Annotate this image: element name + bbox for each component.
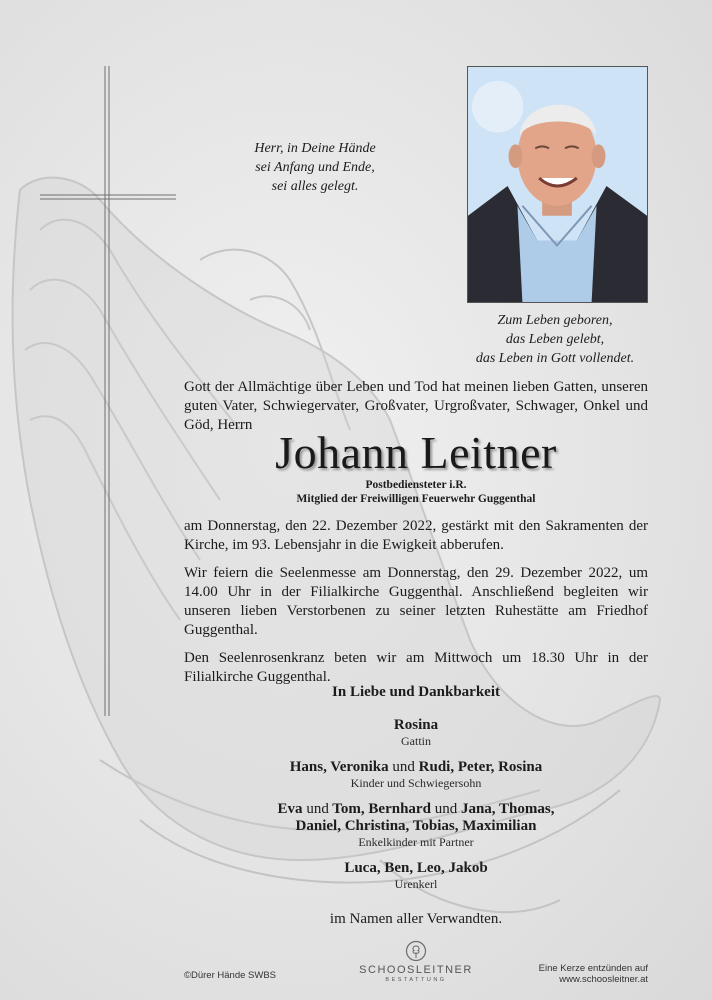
grandchildren-names: Eva und Tom, Bernhard und Jana, Thomas, xyxy=(277,801,555,817)
family-section xyxy=(184,683,648,929)
rose-emblem-icon xyxy=(405,940,427,962)
widow-name: Rosina xyxy=(393,717,439,733)
membership: Mitglied der Freiwilligen Feuerwehr Guggenthal xyxy=(296,493,536,505)
announcement-body xyxy=(184,517,648,696)
family-children xyxy=(184,759,648,791)
rosary-info: Den Seelenrosenkranz beten wir am Mittwoch um 18.30 Uhr in der Filialkirche Guggenthal. xyxy=(184,650,648,685)
image-credit: ©Dürer Hände SWBS xyxy=(184,970,277,981)
verse-line: das Leben in Gott vollendet. xyxy=(475,351,635,366)
verse-line: sei alles gelegt. xyxy=(271,179,359,194)
great-grandchildren-role: Urenkerl xyxy=(394,877,438,891)
photo-verse xyxy=(440,311,670,368)
candle-url[interactable]: www.schoosleitner.at xyxy=(559,974,648,985)
intro-text: Gott der Allmächtige über Leben und Tod hat meinen lieben Gatten, unseren guten Vater, Schwiegervater, Großvater, Urgroßvater, Schwager, Onkel und Göd, Herrn xyxy=(184,379,648,433)
logo-name: SCHOOSLEITNER xyxy=(359,964,473,976)
death-notice: am Donnerstag, den 22. Dezember 2022, gestärkt mit den Sakramenten der Kirche, im 93. Lebensjahr in die Ewigkeit abberufen. xyxy=(184,518,648,553)
opening-verse xyxy=(200,139,430,196)
occupation: Postbediensteter i.R. xyxy=(365,479,467,491)
funeral-mass-info: Wir feiern die Seelenmesse am Donnerstag, den 29. Dezember 2022, um 14.00 Uhr in der Filialkirche Guggenthal. Anschließend begleiten wir unseren lieben Verstorbenen zu seiner letzten Ruhestätte am Friedhof Guggenthal. xyxy=(184,565,648,638)
candle-link[interactable] xyxy=(505,963,648,985)
candle-text: Eine Kerze entzünden auf xyxy=(538,963,648,974)
funeral-home-logo xyxy=(356,940,476,984)
verse-line: Zum Leben geboren, xyxy=(497,313,613,328)
closing-line: im Namen aller Verwandten. xyxy=(329,911,503,927)
portrait-photo xyxy=(467,66,648,303)
verse-line: das Leben gelebt, xyxy=(505,332,605,347)
logo-subtitle: BESTATTUNG xyxy=(385,977,447,983)
children-names: Hans, Veronika und Rudi, Peter, Rosina xyxy=(289,759,543,775)
family-great-grandchildren xyxy=(184,860,648,892)
grandchildren-role: Enkelkinder mit Partner xyxy=(358,835,474,849)
family-widow xyxy=(184,717,648,749)
grandchildren-names-line2: Daniel, Christina, Tobias, Maximilian xyxy=(295,818,537,834)
children-role: Kinder und Schwiegersohn xyxy=(350,776,482,790)
great-grandchildren-names: Luca, Ben, Leo, Jakob xyxy=(344,860,488,876)
deceased-titles xyxy=(184,478,648,506)
deceased-name: Johann Leitner xyxy=(275,427,557,478)
widow-role: Gattin xyxy=(401,734,431,748)
verse-line: sei Anfang und Ende, xyxy=(255,160,375,175)
family-grandchildren xyxy=(184,801,648,850)
family-heading: In Liebe und Dankbarkeit xyxy=(332,684,500,700)
verse-line: Herr, in Deine Hände xyxy=(254,141,376,156)
